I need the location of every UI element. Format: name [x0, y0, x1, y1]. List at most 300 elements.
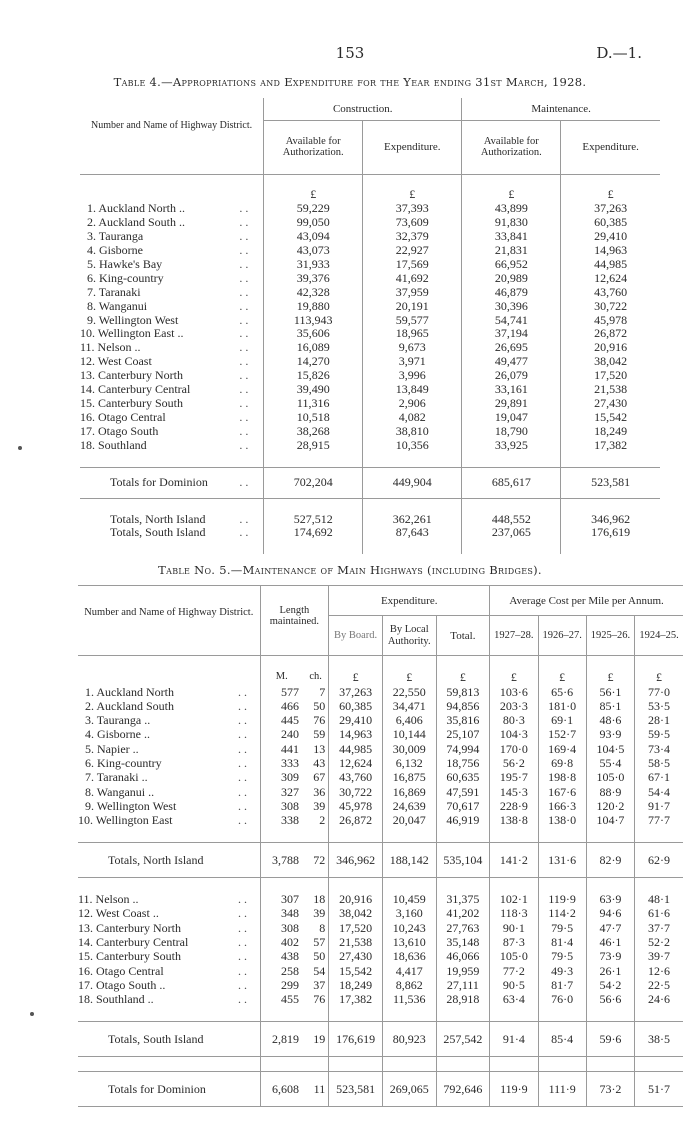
length-chains: 76	[313, 713, 326, 728]
maintenance-expenditure: 12,624	[561, 272, 660, 286]
avg-cost-1927-28: 91·4	[490, 1021, 538, 1056]
table-row	[78, 813, 683, 827]
maintenance-available: 29,891	[462, 397, 561, 411]
leader-dots: . .	[239, 243, 249, 258]
expenditure-by-local-authority: 20,047	[382, 813, 436, 827]
avg-cost-1927-28: 138·8	[490, 813, 538, 827]
expenditure-by-local-authority: 18,636	[382, 949, 436, 963]
maintenance-available: 21,831	[462, 244, 561, 258]
header-maintenance-available: Available for Authorization.	[462, 120, 561, 174]
expenditure-by-board: 523,581	[329, 1072, 383, 1107]
avg-cost-1924-25: 51·7	[635, 1072, 683, 1107]
avg-cost-1924-25: 61·6	[635, 906, 683, 920]
leader-dots: . .	[224, 467, 263, 498]
totals-label: Totals for Dominion	[78, 1072, 225, 1107]
leader-dots: . .	[239, 368, 249, 383]
avg-cost-1927-28: 203·3	[490, 699, 538, 713]
expenditure-by-board: 21,538	[329, 935, 383, 949]
maintenance-expenditure: 523,581	[561, 467, 660, 498]
district-name: 2. Auckland South	[85, 698, 174, 713]
construction-available: 38,268	[264, 425, 363, 439]
construction-expenditure: 362,261	[363, 513, 462, 527]
maintenance-available: 33,841	[462, 230, 561, 244]
header-by-local-authority: By Local Authority.	[382, 616, 436, 656]
avg-cost-1925-26: 105·0	[586, 770, 634, 784]
expenditure-by-local-authority: 10,459	[382, 892, 436, 906]
header-year-1924-25: 1924–25.	[635, 616, 683, 656]
expenditure-by-board: 18,249	[329, 978, 383, 992]
construction-available: 43,094	[264, 230, 363, 244]
maintenance-expenditure: 17,382	[561, 439, 660, 453]
totals-label: Totals, South Island	[110, 525, 206, 540]
avg-cost-1924-25: 77·7	[635, 813, 683, 827]
expenditure-by-local-authority: 30,009	[382, 742, 436, 756]
table-row	[78, 685, 683, 699]
maintenance-available: 37,194	[462, 327, 561, 341]
expenditure-by-board: 346,962	[329, 842, 383, 877]
expenditure-by-local-authority: 11,536	[382, 992, 436, 1006]
construction-expenditure: 87,643	[363, 526, 462, 540]
length-miles: 308	[260, 799, 303, 813]
avg-cost-1925-26: 104·5	[586, 742, 634, 756]
leader-dots: . .	[238, 992, 248, 1007]
table-row	[80, 300, 660, 314]
avg-cost-1927-28: 141·2	[490, 842, 538, 877]
leader-dots: . .	[238, 963, 248, 978]
maintenance-available: 49,477	[462, 355, 561, 369]
avg-cost-1925-26: 54·2	[586, 978, 634, 992]
maintenance-expenditure: 45,978	[561, 314, 660, 328]
unit-label: £	[561, 188, 660, 202]
unit-label: £	[363, 188, 462, 202]
length-miles: 3,788	[260, 842, 303, 877]
expenditure-total: 792,646	[436, 1072, 490, 1107]
length-chains: 36	[313, 784, 326, 799]
length-chains: 67	[313, 770, 326, 785]
leader-dots: . .	[238, 813, 248, 828]
avg-cost-1925-26: 73·2	[586, 1072, 634, 1107]
construction-expenditure: 20,191	[363, 300, 462, 314]
expenditure-by-board: 44,985	[329, 742, 383, 756]
header-construction-expenditure: Expenditure.	[363, 120, 462, 174]
expenditure-by-local-authority: 22,550	[382, 685, 436, 699]
unit-label: £	[264, 188, 363, 202]
table-row	[80, 216, 660, 230]
table-row	[80, 314, 660, 328]
leader-dots: . .	[239, 270, 249, 285]
leader-dots: . .	[238, 727, 248, 742]
table-row	[78, 906, 683, 920]
district-name: 4. Gisborne	[87, 243, 143, 258]
header-district: Number and Name of Highway District.	[80, 98, 264, 174]
avg-cost-1924-25: 24·6	[635, 992, 683, 1006]
unit-miles: M.	[260, 670, 303, 684]
avg-cost-1924-25: 12·6	[635, 964, 683, 978]
table4	[80, 98, 660, 554]
length-miles: 2,819	[260, 1021, 303, 1056]
totals-label: Totals, South Island	[78, 1021, 225, 1056]
expenditure-by-local-authority: 34,471	[382, 699, 436, 713]
margin-mark	[30, 1012, 34, 1016]
avg-cost-1927-28: 102·1	[490, 892, 538, 906]
avg-cost-1926-27: 114·2	[538, 906, 586, 920]
length-miles: 240	[260, 727, 303, 741]
district-name: 17. Otago South ..	[78, 977, 166, 992]
leader-dots: . .	[239, 525, 249, 540]
leader-dots: . .	[239, 437, 249, 452]
avg-cost-1925-26: 82·9	[586, 842, 634, 877]
expenditure-total: 25,107	[436, 727, 490, 741]
expenditure-by-board: 12,624	[329, 756, 383, 770]
maintenance-available: 66,952	[462, 258, 561, 272]
length-chains: 50	[313, 949, 326, 964]
expenditure-by-board: 38,042	[329, 906, 383, 920]
page-number: 153	[335, 44, 365, 62]
avg-cost-1927-28: 56·2	[490, 756, 538, 770]
district-name: 8. Wanganui ..	[85, 784, 155, 799]
totals-label: Totals for Dominion	[80, 467, 224, 498]
unit-label: £	[586, 670, 634, 684]
document-reference: D.—1.	[596, 44, 642, 62]
construction-available: 43,073	[264, 244, 363, 258]
table-row	[78, 978, 683, 992]
maintenance-expenditure: 27,430	[561, 397, 660, 411]
expenditure-total: 94,856	[436, 699, 490, 713]
avg-cost-1925-26: 88·9	[586, 785, 634, 799]
length-miles: 348	[260, 906, 303, 920]
construction-available: 39,490	[264, 383, 363, 397]
avg-cost-1926-27: 81·4	[538, 935, 586, 949]
table-row	[78, 964, 683, 978]
table4-title: Table 4.—Appropriations and Expenditure for the Year ending 31st March, 1928.	[113, 75, 587, 89]
expenditure-by-local-authority: 3,160	[382, 906, 436, 920]
avg-cost-1924-25: 59·5	[635, 727, 683, 741]
construction-expenditure: 59,577	[363, 314, 462, 328]
expenditure-by-board: 43,760	[329, 770, 383, 784]
expenditure-by-local-authority: 4,417	[382, 964, 436, 978]
totals-row	[80, 467, 660, 498]
avg-cost-1926-27: 119·9	[538, 892, 586, 906]
maintenance-available: 237,065	[462, 526, 561, 540]
table-row	[80, 439, 660, 453]
district-name: 4. Gisborne ..	[85, 727, 150, 742]
construction-available: 28,915	[264, 439, 363, 453]
table-row	[80, 258, 660, 272]
district-name: 10. Wellington East	[78, 813, 173, 828]
leader-dots: . .	[239, 298, 249, 313]
maintenance-available: 20,989	[462, 272, 561, 286]
leader-dots: . .	[239, 340, 249, 355]
table-row	[80, 383, 660, 397]
maintenance-expenditure: 14,963	[561, 244, 660, 258]
expenditure-by-board: 37,263	[329, 685, 383, 699]
avg-cost-1926-27: 69·1	[538, 713, 586, 727]
avg-cost-1925-26: 46·1	[586, 935, 634, 949]
construction-expenditure: 32,379	[363, 230, 462, 244]
avg-cost-1927-28: 170·0	[490, 742, 538, 756]
leader-dots: . .	[238, 798, 248, 813]
leader-dots: . .	[238, 892, 248, 907]
table-row	[80, 355, 660, 369]
district-name: 13. Canterbury North	[80, 368, 183, 383]
maintenance-expenditure: 15,542	[561, 411, 660, 425]
length-miles: 577	[260, 685, 303, 699]
length-chains: 39	[313, 798, 326, 813]
district-name: 3. Tauranga	[87, 229, 144, 244]
length-miles: 6,608	[260, 1072, 303, 1107]
construction-expenditure: 2,906	[363, 397, 462, 411]
district-name: 7. Taranaki ..	[85, 770, 148, 785]
district-name: 15. Canterbury South	[78, 949, 181, 964]
avg-cost-1924-25: 38·5	[635, 1021, 683, 1056]
maintenance-available: 46,879	[462, 286, 561, 300]
unit-label: £	[538, 670, 586, 684]
avg-cost-1925-26: 94·6	[586, 906, 634, 920]
avg-cost-1927-28: 228·9	[490, 799, 538, 813]
maintenance-expenditure: 176,619	[561, 526, 660, 540]
expenditure-total: 46,919	[436, 813, 490, 827]
avg-cost-1925-26: 48·6	[586, 713, 634, 727]
table-row	[80, 230, 660, 244]
district-name: 1. Auckland North	[85, 684, 174, 699]
expenditure-total: 535,104	[436, 842, 490, 877]
expenditure-by-local-authority: 80,923	[382, 1021, 436, 1056]
construction-expenditure: 13,849	[363, 383, 462, 397]
expenditure-total: 257,542	[436, 1021, 490, 1056]
avg-cost-1924-25: 37·7	[635, 921, 683, 935]
expenditure-by-local-authority: 269,065	[382, 1072, 436, 1107]
table-row	[78, 699, 683, 713]
expenditure-total: 35,816	[436, 713, 490, 727]
length-chains: 37	[313, 977, 326, 992]
header-construction: Construction.	[264, 98, 462, 120]
district-name: 9. Wellington West	[85, 798, 177, 813]
expenditure-total: 47,591	[436, 785, 490, 799]
length-chains: 19	[303, 1021, 329, 1056]
expenditure-by-local-authority: 10,243	[382, 921, 436, 935]
leader-dots: . .	[239, 382, 249, 397]
expenditure-total: 59,813	[436, 685, 490, 699]
avg-cost-1926-27: 181·0	[538, 699, 586, 713]
district-name: 11. Nelson ..	[78, 892, 139, 907]
maintenance-expenditure: 26,872	[561, 327, 660, 341]
avg-cost-1926-27: 131·6	[538, 842, 586, 877]
avg-cost-1927-28: 90·1	[490, 921, 538, 935]
unit-label: £	[490, 670, 538, 684]
maintenance-available: 33,161	[462, 383, 561, 397]
length-miles: 466	[260, 699, 303, 713]
district-name: 16. Otago Central	[80, 409, 166, 424]
construction-expenditure: 9,673	[363, 341, 462, 355]
maintenance-available: 448,552	[462, 513, 561, 527]
avg-cost-1925-26: 104·7	[586, 813, 634, 827]
maintenance-expenditure: 37,263	[561, 202, 660, 216]
totals-label: Totals, North Island	[78, 842, 225, 877]
length-chains: 54	[313, 963, 326, 978]
district-name: 6. King-country	[85, 756, 162, 771]
avg-cost-1924-25: 52·2	[635, 935, 683, 949]
avg-cost-1924-25: 48·1	[635, 892, 683, 906]
avg-cost-1927-28: 118·3	[490, 906, 538, 920]
district-name: 3. Tauranga ..	[85, 713, 151, 728]
table-row	[78, 799, 683, 813]
table-row	[78, 770, 683, 784]
construction-available: 11,316	[264, 397, 363, 411]
construction-expenditure: 3,996	[363, 369, 462, 383]
length-miles: 441	[260, 742, 303, 756]
header-maintenance: Maintenance.	[462, 98, 660, 120]
district-name: 2. Auckland South ..	[87, 215, 185, 230]
construction-expenditure: 73,609	[363, 216, 462, 230]
leader-dots: . .	[238, 756, 248, 771]
header-year-1925-26: 1925–26.	[586, 616, 634, 656]
maintenance-expenditure: 30,722	[561, 300, 660, 314]
expenditure-by-local-authority: 16,869	[382, 785, 436, 799]
avg-cost-1925-26: 56·6	[586, 992, 634, 1006]
table-row	[78, 713, 683, 727]
avg-cost-1926-27: 69·8	[538, 756, 586, 770]
avg-cost-1926-27: 85·4	[538, 1021, 586, 1056]
construction-expenditure: 3,971	[363, 355, 462, 369]
length-chains: 8	[319, 920, 326, 935]
construction-expenditure: 38,810	[363, 425, 462, 439]
table-row	[78, 785, 683, 799]
table-row	[80, 341, 660, 355]
avg-cost-1925-26: 85·1	[586, 699, 634, 713]
maintenance-expenditure: 44,985	[561, 258, 660, 272]
avg-cost-1926-27: 152·7	[538, 727, 586, 741]
maintenance-available: 33,925	[462, 439, 561, 453]
maintenance-expenditure: 38,042	[561, 355, 660, 369]
avg-cost-1925-26: 55·4	[586, 756, 634, 770]
maintenance-expenditure: 60,385	[561, 216, 660, 230]
construction-expenditure: 10,356	[363, 439, 462, 453]
table-row	[80, 272, 660, 286]
avg-cost-1926-27: 49·3	[538, 964, 586, 978]
expenditure-by-board: 17,382	[329, 992, 383, 1006]
leader-dots: . .	[238, 741, 248, 756]
construction-available: 174,692	[264, 526, 363, 540]
maintenance-available: 91,830	[462, 216, 561, 230]
header-total: Total.	[436, 616, 490, 656]
header-by-board: By Board.	[329, 616, 383, 656]
expenditure-by-board: 14,963	[329, 727, 383, 741]
leader-dots: . .	[239, 201, 249, 216]
expenditure-by-local-authority: 8,862	[382, 978, 436, 992]
unit-label: £	[462, 188, 561, 202]
header-maintenance-expenditure: Expenditure.	[561, 120, 660, 174]
construction-expenditure: 22,927	[363, 244, 462, 258]
length-miles: 299	[260, 978, 303, 992]
length-miles: 438	[260, 949, 303, 963]
avg-cost-1925-26: 73·9	[586, 949, 634, 963]
table-row	[78, 949, 683, 963]
expenditure-total: 27,763	[436, 921, 490, 935]
expenditure-by-board: 60,385	[329, 699, 383, 713]
avg-cost-1924-25: 58·5	[635, 756, 683, 770]
length-miles: 455	[260, 992, 303, 1006]
leader-dots: . .	[238, 784, 248, 799]
construction-available: 31,933	[264, 258, 363, 272]
header-year-1927-28: 1927–28.	[490, 616, 538, 656]
district-name: 5. Napier ..	[85, 741, 139, 756]
avg-cost-1927-28: 104·3	[490, 727, 538, 741]
maintenance-available: 19,047	[462, 411, 561, 425]
avg-cost-1924-25: 53·5	[635, 699, 683, 713]
avg-cost-1924-25: 67·1	[635, 770, 683, 784]
expenditure-by-board: 30,722	[329, 785, 383, 799]
table-row	[80, 244, 660, 258]
expenditure-by-board: 27,430	[329, 949, 383, 963]
avg-cost-1925-26: 93·9	[586, 727, 634, 741]
avg-cost-1924-25: 73·4	[635, 742, 683, 756]
avg-cost-1925-26: 63·9	[586, 892, 634, 906]
avg-cost-1924-25: 54·4	[635, 785, 683, 799]
construction-available: 527,512	[264, 513, 363, 527]
header-length: Length maintained.	[260, 586, 329, 656]
length-miles: 445	[260, 713, 303, 727]
leader-dots: . .	[238, 698, 248, 713]
leader-dots: . .	[239, 312, 249, 327]
district-name: 5. Hawke's Bay	[87, 256, 163, 271]
length-chains: 13	[313, 741, 326, 756]
maintenance-expenditure: 29,410	[561, 230, 660, 244]
avg-cost-1926-27: 138·0	[538, 813, 586, 827]
unit-label: £	[635, 670, 683, 684]
district-name: 15. Canterbury South	[80, 395, 183, 410]
length-chains: 7	[319, 684, 326, 699]
avg-cost-1927-28: 145·3	[490, 785, 538, 799]
avg-cost-1927-28: 103·6	[490, 685, 538, 699]
district-name: 9. Wellington West	[87, 312, 179, 327]
avg-cost-1927-28: 90·5	[490, 978, 538, 992]
length-chains: 43	[313, 756, 326, 771]
avg-cost-1925-26: 47·7	[586, 921, 634, 935]
avg-cost-1925-26: 120·2	[586, 799, 634, 813]
avg-cost-1926-27: 169·4	[538, 742, 586, 756]
avg-cost-1924-25: 91·7	[635, 799, 683, 813]
length-miles: 309	[260, 770, 303, 784]
maintenance-expenditure: 346,962	[561, 513, 660, 527]
expenditure-total: 70,617	[436, 799, 490, 813]
avg-cost-1926-27: 111·9	[538, 1072, 586, 1107]
maintenance-expenditure: 20,916	[561, 341, 660, 355]
table-row	[78, 742, 683, 756]
unit-label: £	[329, 670, 383, 684]
expenditure-total: 18,756	[436, 756, 490, 770]
expenditure-by-board: 17,520	[329, 921, 383, 935]
district-name: 1. Auckland North ..	[87, 201, 185, 216]
district-name: 12. West Coast ..	[78, 906, 159, 921]
avg-cost-1926-27: 167·6	[538, 785, 586, 799]
district-name: 16. Otago Central	[78, 963, 164, 978]
length-chains: 72	[303, 842, 329, 877]
construction-available: 14,270	[264, 355, 363, 369]
avg-cost-1926-27: 65·6	[538, 685, 586, 699]
unit-label: £	[382, 670, 436, 684]
table-row	[80, 425, 660, 439]
table-row	[78, 892, 683, 906]
avg-cost-1925-26: 56·1	[586, 685, 634, 699]
district-name: 18. Southland ..	[78, 992, 154, 1007]
leader-dots: . .	[239, 354, 249, 369]
avg-cost-1924-25: 39·7	[635, 949, 683, 963]
totals-row	[78, 842, 683, 877]
maintenance-available: 685,617	[462, 467, 561, 498]
construction-available: 19,880	[264, 300, 363, 314]
district-name: 8. Wanganui	[87, 298, 148, 313]
maintenance-expenditure: 17,520	[561, 369, 660, 383]
